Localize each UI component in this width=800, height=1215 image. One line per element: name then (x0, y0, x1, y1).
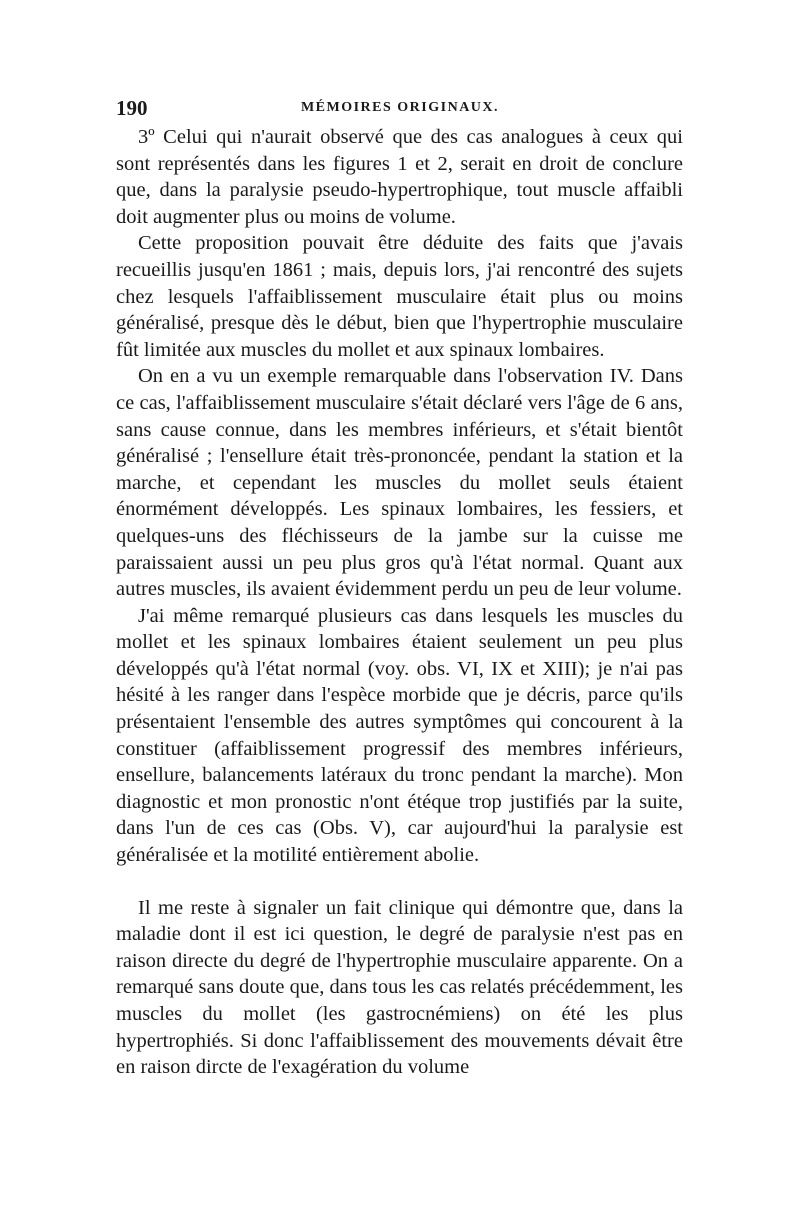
body-text (116, 124, 683, 1081)
paragraph: On en a vu un exemple remarquable dans l'observation IV. Dans ce cas, l'affaiblissement musculaire s'était déclaré vers l'âge de 6 ans, sans cause connue, dans les membres inférieurs, et s'était bientôt généralisé ; l'ensellure était très-prononcée, pendant la station et la marche, et cependant les muscles du mollet seuls étaient énormément développés. Les spinaux lombaires, les fessiers, et quelques-uns des fléchisseurs de la jambe sur la cuisse me paraissaient aussi un peu plus gros qu'à l'état normal. Quant aux autres muscles, ils avaient évidemment perdu un peu de leur volume. (116, 365, 683, 601)
running-title: MÉMOIRES ORIGINAUX. (300, 100, 500, 115)
page-header (116, 96, 684, 124)
paragraph: 3º Celui qui n'aurait observé que des cas analogues à ceux qui sont représentés dans les figures 1 et 2, serait en droit de conclure que, dans la paralysie pseudo-hypertrophique, tout muscle affaibli doit augmenter plus ou moins de volume. (116, 126, 683, 228)
paragraph: Cette proposition pouvait être déduite des faits que j'avais recueillis jusqu'en 1861 ; mais, depuis lors, j'ai rencontré des sujets chez lesquels l'affaiblissement musculaire était plus ou moins généralisé, presque dès le début, bien que l'hypertrophie musculaire fût limitée aux muscles du mollet et aux spinaux lombaires. (116, 232, 683, 361)
paragraph: J'ai même remarqué plusieurs cas dans lesquels les muscles du mollet et les spinaux lombaires étaient seulement un peu plus développés qu'à l'état normal (voy. obs. VI, IX et XIII); je n'ai pas hésité à les ranger dans l'espèce morbide que je décris, parce qu'ils présentaient l'ensemble des autres symptômes qui concourent à la constituer (affaiblissement progressif des membres inférieurs, ensellure, balancements latéraux du tronc pendant la marche). Mon diagnostic et mon pronostic n'ont étéque trop justifiés par la suite, dans l'un de ces cas (Obs. V), car aujourd'hui la paralysie est généralisée et la motilité entièrement abolie. (116, 604, 683, 867)
paragraph: Il me reste à signaler un fait clinique qui démontre que, dans la maladie dont il est ici question, le degré de paralysie n'est pas en raison directe du degré de l'hypertrophie musculaire apparente. On a remarqué sans doute que, dans tous les cas relatés précédemment, les muscles du mollet (les gastrocnémiens) on été les plus hypertrophiés. Si donc l'affaiblissement des mouvements dévait être en raison dircte de l'exagération du volume (116, 896, 683, 1079)
page-number: 190 (116, 96, 148, 120)
